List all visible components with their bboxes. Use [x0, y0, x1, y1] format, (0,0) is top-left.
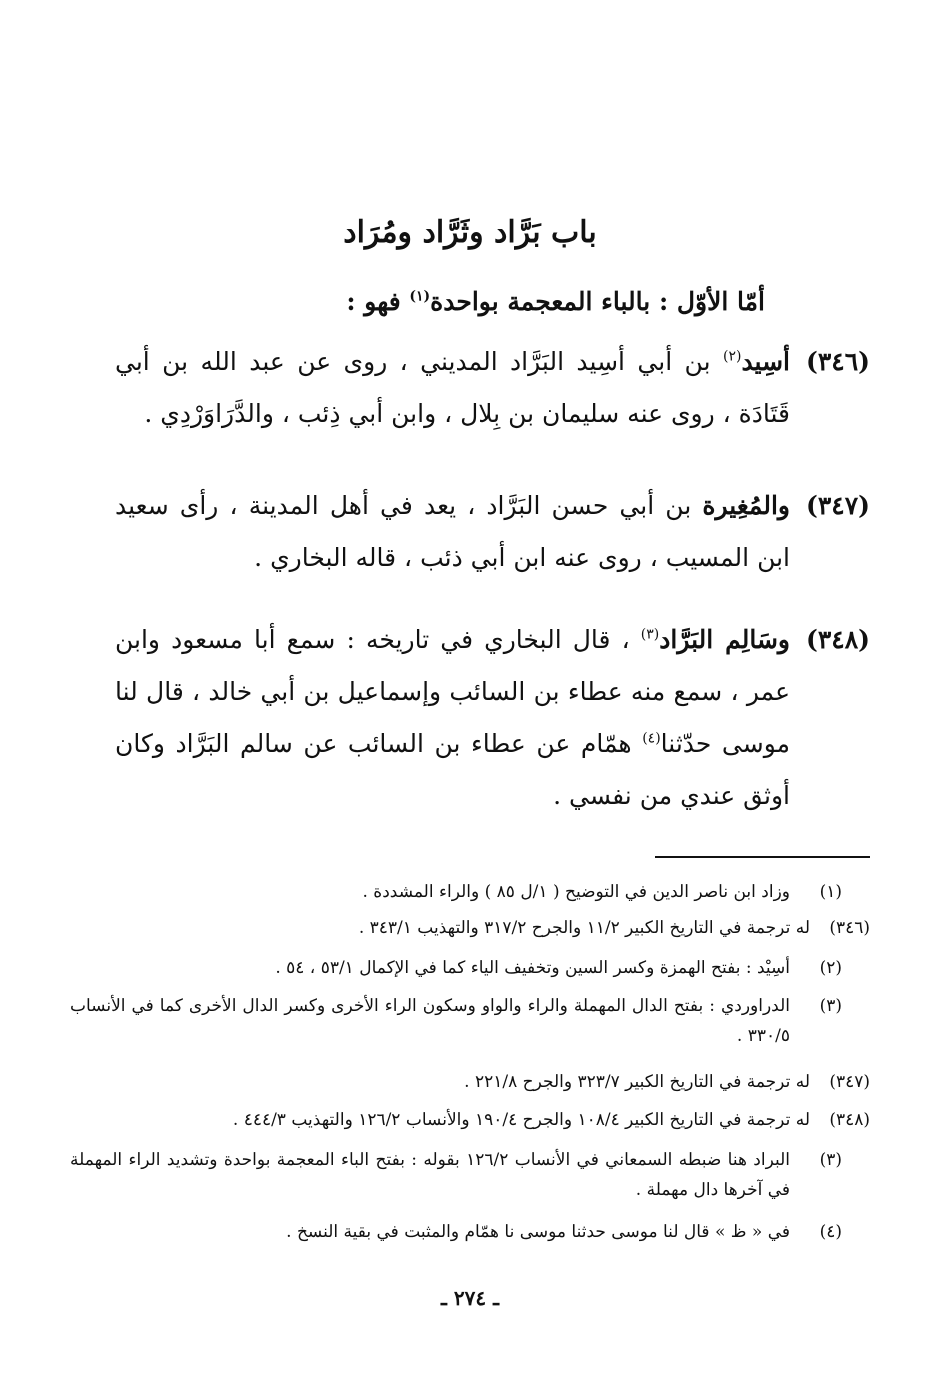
- footnote-ref: (٣): [640, 626, 660, 643]
- entry-body: [115, 480, 790, 584]
- footnote: [70, 1217, 870, 1247]
- footnote-number: (٣٤٧): [829, 1072, 870, 1092]
- entry-name: والمُغِيرة: [702, 491, 790, 520]
- footnote-text: في « ظ » قال لنا موسى حدثنا موسى نا همّام والمثبت في بقية النسخ .: [286, 1222, 790, 1242]
- footnote: [70, 877, 870, 907]
- footnote-number: (٣٤٦): [829, 918, 870, 938]
- entry-name: وسَالِم البَرَّاد: [659, 625, 791, 654]
- chapter-title: باب بَرَّاد وثَرَّاد ومُرَاد: [343, 215, 597, 250]
- entry-text: ، قال البخاري في تاريخه : سمع أبا مسعود وابن عمر ، سمع منه عطاء بن السائب وإسماعيل بن أبي خالد ، قال لنا موسى حدّثنا: [115, 625, 791, 758]
- footnote-divider: [655, 856, 870, 858]
- footnote-number: (١): [819, 882, 842, 902]
- intro-line: [346, 287, 765, 316]
- entry-text: بن أبي أسِيد البَرَّاد المديني ، روى عن عبد الله بن أبي قَتَادَة ، روى عنه سليمان بن بِلال ، وابن أبي ذِئب ، والدَّرَاوَرْدِي .: [115, 347, 790, 428]
- entry-number: (٣٤٧): [806, 491, 870, 520]
- book-page: [70, 0, 870, 1375]
- footnote-text: البراد هنا ضبطه السمعاني في الأنساب ١٢٦/٢ بقوله : بفتح الباء المعجمة بواحدة وتشديد الراء المهملة في آخرها دال مهملة .: [70, 1150, 790, 1200]
- footnote-text: الدراوردي : بفتح الدال المهملة والراء والواو وسكون الراء الأخرى وكسر الدال الأخرى كما في الأنساب ٣٣٠/٥ .: [70, 996, 790, 1046]
- entry-number: (٣٤٦): [806, 347, 870, 376]
- footnote-text: له ترجمة في التاريخ الكبير ١١/٢ والجرح ٣١٧/٢ والتهذيب ٣٤٣/١ .: [358, 918, 810, 938]
- footnote-ref: (٤): [642, 730, 661, 747]
- entry-347: [115, 480, 870, 584]
- entry-text-continued: همّام عن عطاء بن السائب عن سالم البَرَّاد وكان أوثق عندي من نفسي .: [115, 729, 790, 810]
- footnote: [70, 1145, 870, 1205]
- footnote-ref: (١): [409, 288, 431, 305]
- entry-number: (٣٤٨): [806, 625, 870, 654]
- footnote: [70, 913, 870, 943]
- entry-348: [115, 614, 870, 822]
- footnote: [70, 953, 870, 983]
- footnote-number: (٢): [819, 958, 842, 978]
- footnote-text: له ترجمة في التاريخ الكبير ٣٢٣/٧ والجرح ٢٢١/٨ .: [464, 1072, 810, 1092]
- footnote-number: (٣): [819, 1150, 842, 1170]
- footnote-ref: (٢): [722, 348, 742, 365]
- footnote-number: (٣٤٨): [829, 1110, 870, 1130]
- entry-346: [115, 336, 870, 440]
- intro-text: أمّا الأوّل : بالباء المعجمة بواحدة: [430, 287, 765, 316]
- footnote-text: وزاد ابن ناصر الدين في التوضيح ( ١/ل ٨٥ ) والراء المشددة .: [362, 882, 790, 902]
- footnote-text: أسِيْد : بفتح الهمزة وكسر السين وتخفيف الياء كما في الإكمال ٥٣/١ ، ٥٤ .: [275, 958, 790, 978]
- footnote-text: له ترجمة في التاريخ الكبير ١٠٨/٤ والجرح ١٩٠/٤ والأنساب ١٢٦/٢ والتهذيب ٤٤٤/٣ .: [232, 1110, 810, 1130]
- page-number: ـ ٢٧٤ ـ: [441, 1286, 499, 1310]
- intro-tail: فهو :: [346, 287, 410, 316]
- footnote: [70, 991, 870, 1051]
- footnote-number: (٣): [819, 996, 842, 1016]
- entry-body: [115, 614, 790, 822]
- entry-text: بن أبي حسن البَرَّاد ، يعد في أهل المدينة ، رأى سعيد ابن المسيب ، روى عنه ابن أبي ذئب ، قاله البخاري .: [115, 491, 790, 572]
- footnote-number: (٤): [819, 1222, 842, 1242]
- entry-body: [115, 336, 790, 440]
- footnote: [70, 1067, 870, 1097]
- footnote: [70, 1105, 870, 1135]
- entry-name: أسِيد: [741, 347, 790, 376]
